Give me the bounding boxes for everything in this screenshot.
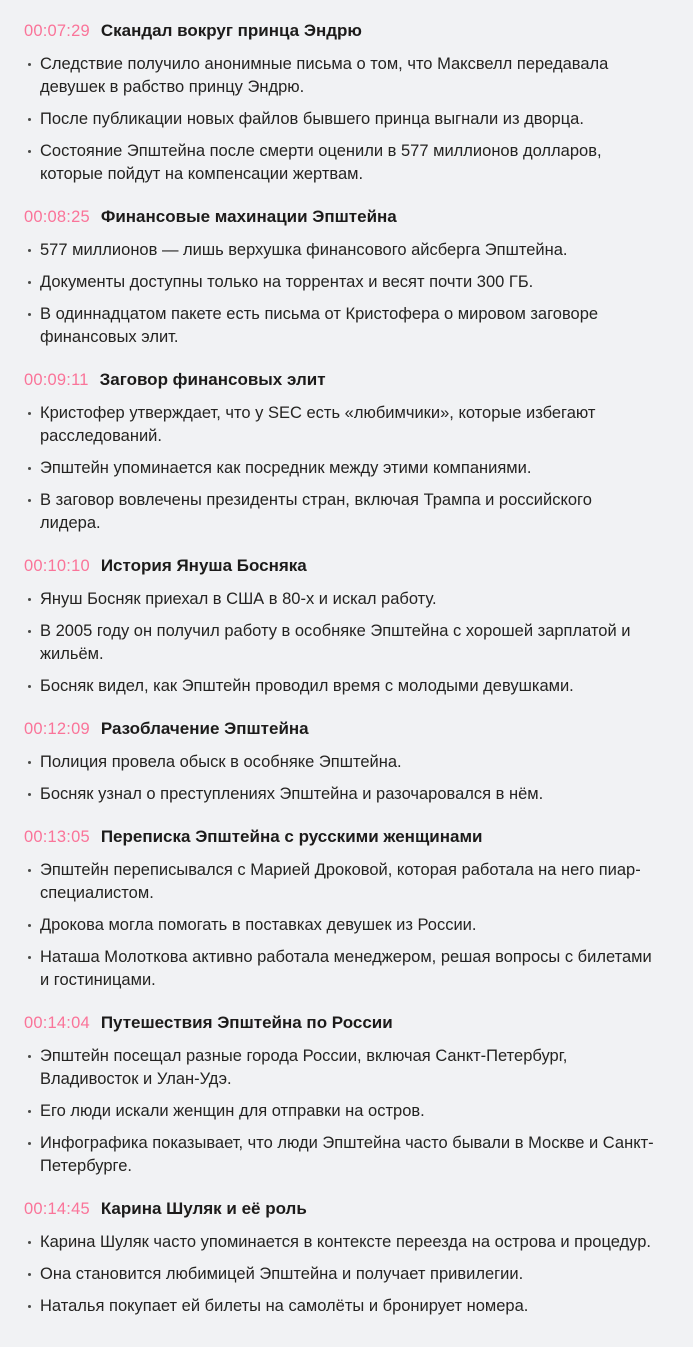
chapter-title: Финансовые махинации Эпштейна [100,207,397,226]
chapter-section [24,1013,663,1178]
bullet-item: Полиция провела обыск в особняке Эпштейна. [24,751,655,774]
chapter-title: Карина Шуляк и её роль [100,1199,307,1218]
bullet-item: Она становится любимицей Эпштейна и получает привилегии. [24,1263,655,1286]
chapter-title: Путешествия Эпштейна по России [100,1013,393,1032]
bullet-item: Состояние Эпштейна после смерти оценили в 577 миллионов долларов, которые пойдут на компенсации жертвам. [24,140,655,186]
chapter-header [24,827,663,847]
chapter-section [24,207,663,349]
chapter-header [24,370,663,390]
chapter-timestamp-link[interactable]: 00:13:05 [24,828,90,846]
bullet-item: Эпштейн упоминается как посредник между этими компаниями. [24,457,655,480]
bullet-item: В 2005 году он получил работу в особняке Эпштейна с хорошей зарплатой и жильём. [24,620,655,666]
chapter-timestamp-link[interactable]: 00:10:10 [24,557,90,575]
bullet-item: Наташа Молоткова активно работала менеджером, решая вопросы с билетами и гостиницами. [24,946,655,992]
chapter-title: Разоблачение Эпштейна [100,719,309,738]
chapter-bullet-list [24,588,663,698]
chapter-section [24,1199,663,1318]
bullet-item: В заговор вовлечены президенты стран, включая Трампа и российского лидера. [24,489,655,535]
chapter-timestamp-link[interactable]: 00:09:11 [24,371,89,389]
chapter-timestamp-link[interactable]: 00:12:09 [24,720,90,738]
bullet-item: Кристофер утверждает, что у SEC есть «любимчики», которые избегают расследований. [24,402,655,448]
chapter-section [24,719,663,806]
chapter-bullet-list [24,1045,663,1178]
bullet-item: Босняк видел, как Эпштейн проводил время с молодыми девушками. [24,675,655,698]
chapter-bullet-list [24,53,663,186]
bullet-item: Инфографика показывает, что люди Эпштейна часто бывали в Москве и Санкт-Петербурге. [24,1132,655,1178]
bullet-item: Наталья покупает ей билеты на самолёты и бронирует номера. [24,1295,655,1318]
bullet-item: Его люди искали женщин для отправки на остров. [24,1100,655,1123]
chapter-header [24,1199,663,1219]
chapter-timestamp-link[interactable]: 00:08:25 [24,208,90,226]
chapter-title: Скандал вокруг принца Эндрю [100,21,362,40]
chapter-section [24,370,663,535]
chapter-title: Заговор финансовых элит [99,370,326,389]
chapter-header [24,207,663,227]
chapter-title: История Януша Босняка [100,556,307,575]
chapter-header [24,1013,663,1033]
bullet-item: Эпштейн переписывался с Марией Дроковой, которая работала на него пиар-специалистом. [24,859,655,905]
chapter-bullet-list [24,402,663,535]
bullet-item: Следствие получило анонимные письма о том, что Максвелл передавала девушек в рабство принцу Эндрю. [24,53,655,99]
bullet-item: Документы доступны только на торрентах и весят почти 300 ГБ. [24,271,655,294]
bullet-item: 577 миллионов — лишь верхушка финансового айсберга Эпштейна. [24,239,655,262]
chapter-timestamp-link[interactable]: 00:07:29 [24,22,90,40]
chapter-header [24,719,663,739]
chapter-header [24,556,663,576]
chapter-timestamp-link[interactable]: 00:14:45 [24,1200,90,1218]
chapter-section [24,21,663,186]
bullet-item: Босняк узнал о преступлениях Эпштейна и разочаровался в нём. [24,783,655,806]
bullet-item: Дрокова могла помогать в поставках девушек из России. [24,914,655,937]
chapter-header [24,21,663,41]
chapter-bullet-list [24,1231,663,1318]
bullet-item: Януш Босняк приехал в США в 80-х и искал работу. [24,588,655,611]
bullet-item: Эпштейн посещал разные города России, включая Санкт-Петербург, Владивосток и Улан-Удэ. [24,1045,655,1091]
chapter-bullet-list [24,751,663,806]
bullet-item: Карина Шуляк часто упоминается в контексте переезда на острова и процедур. [24,1231,655,1254]
bullet-item: После публикации новых файлов бывшего принца выгнали из дворца. [24,108,655,131]
chapter-title: Переписка Эпштейна с русскими женщинами [100,827,483,846]
chapter-bullet-list [24,239,663,349]
chapter-timestamp-link[interactable]: 00:14:04 [24,1014,90,1032]
chapter-section [24,827,663,992]
chapter-section [24,556,663,698]
chapter-bullet-list [24,859,663,992]
bullet-item: В одиннадцатом пакете есть письма от Кристофера о мировом заговоре финансовых элит. [24,303,655,349]
